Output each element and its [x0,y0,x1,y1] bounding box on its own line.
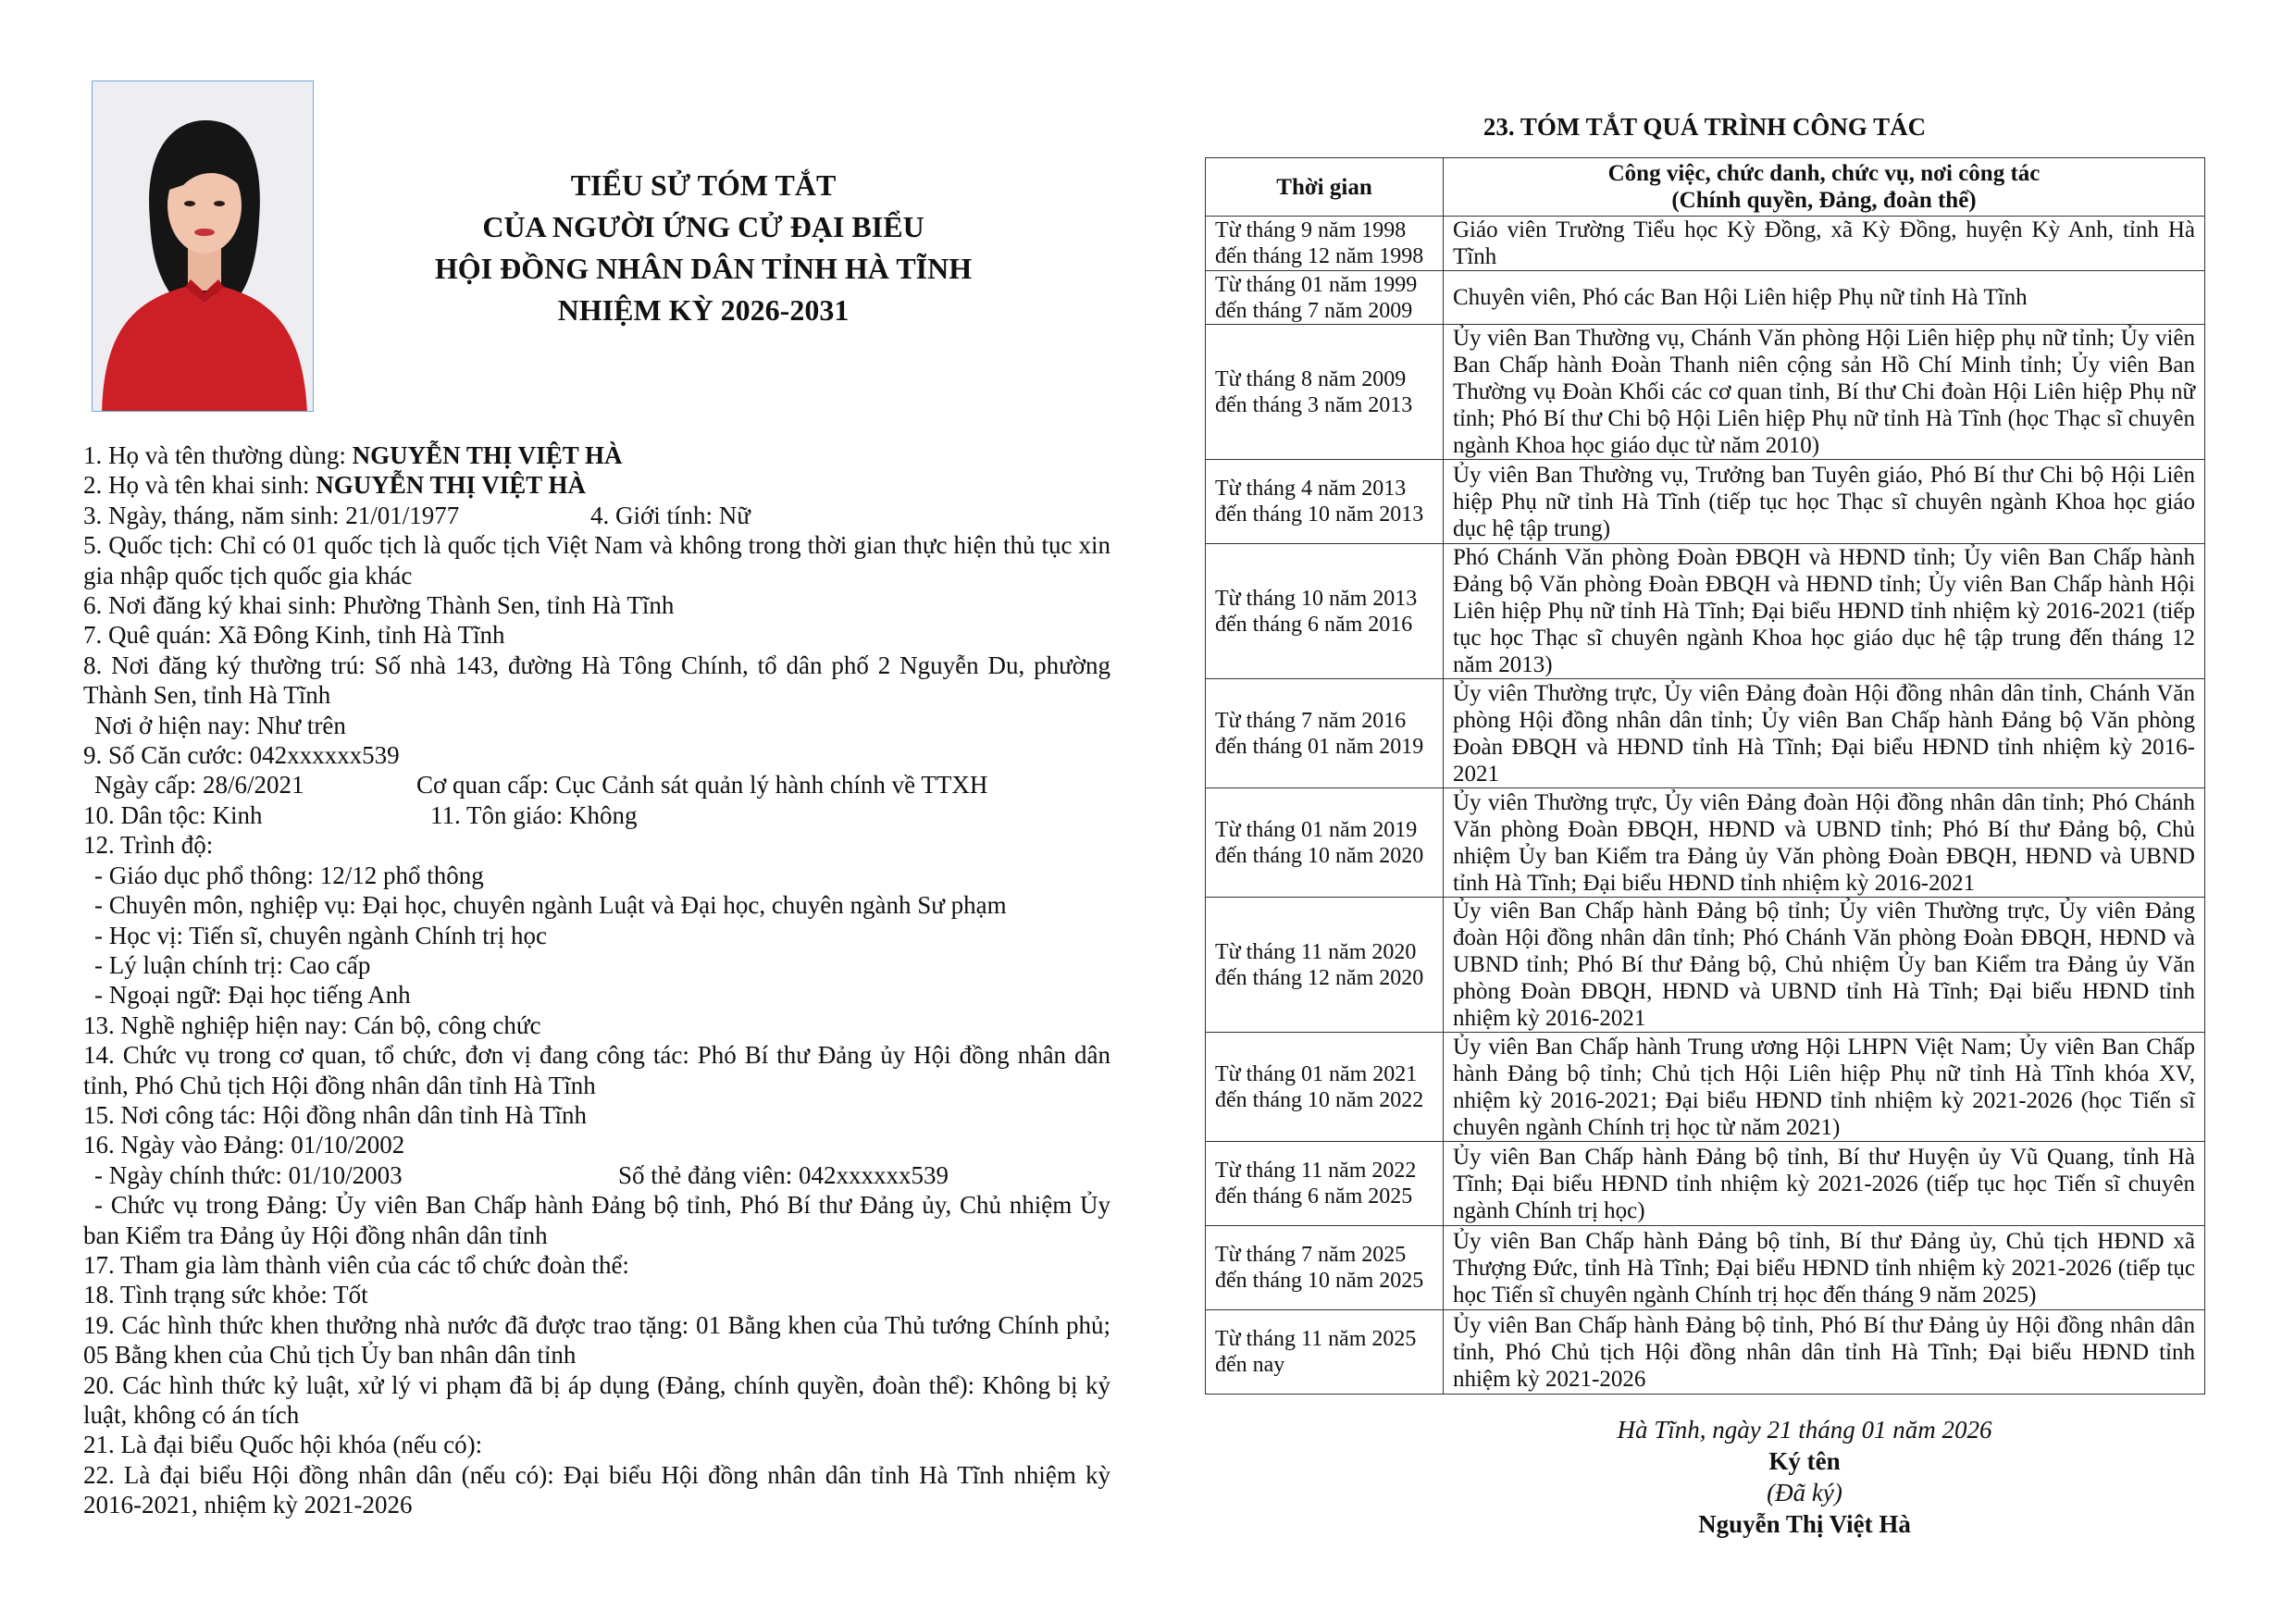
career-row-time [1206,1142,1444,1226]
career-row-description: Ủy viên Ban Chấp hành Trung ương Hội LHPN Việt Nam; Ủy viên Ban Chấp hành Đảng bộ tỉnh; Chủ tịch Hội Liên hiệp Phụ nữ tỉnh Hà Tĩnh khóa XV, nhiệm kỳ 2016-2021; Đại biểu HĐND tỉnh nhiệm kỳ 2021-2026 (học Tiến sĩ chuyên ngành Chính trị học từ năm 2021) [1444,1033,2205,1142]
career-row-description: Ủy viên Thường trực, Ủy viên Đảng đoàn Hội đồng nhân dân tỉnh, Chánh Văn phòng Hội đồng nhân dân tỉnh; Ủy viên Ban Chấp hành Đảng bộ Văn phòng Đoàn ĐBQH và HĐND tỉnh Hà Tĩnh; Đại biểu HĐND tỉnh nhiệm kỳ 2016-2021 [1444,679,2205,788]
career-row [1206,679,2205,788]
career-row [1206,1142,2205,1226]
field-permanent-residence: 8. Nơi đăng ký thường trú: Số nhà 143, đường Hà Tông Chính, tổ dân phố 2 Nguyễn Du, phường Thành Sen, tỉnh Hà Tĩnh [83,651,1110,710]
field-hometown: 7. Quê quán: Xã Đông Kinh, tỉnh Hà Tĩnh [83,621,505,650]
career-row-to: đến tháng 01 năm 2019 [1215,734,1424,759]
portrait-photo [92,81,314,412]
career-row-time [1206,898,1444,1033]
career-row-description: Giáo viên Trường Tiểu học Kỳ Đồng, xã Kỳ Đồng, huyện Kỳ Anh, tỉnh Hà Tĩnh [1444,217,2205,271]
career-row-description: Ủy viên Ban Thường vụ, Trưởng ban Tuyên giáo, Phó Bí thư Chi bộ Hội Liên hiệp Phụ nữ tỉnh Hà Tĩnh (tiếp tục học Thạc sĩ chuyên ngành Khoa học giáo dục hệ tập trung) [1444,460,2205,544]
field-discipline: 20. Các hình thức kỷ luật, xử lý vi phạm đã bị áp dụng (Đảng, chính quyền, đoàn thể): Không bị kỷ luật, không có án tích [83,1370,1110,1429]
career-row-description: Ủy viên Ban Chấp hành Đảng bộ tỉnh; Ủy viên Thường trực, Ủy viên Đảng đoàn Hội đồng nhân dân tỉnh; Phó Chánh Văn phòng Đoàn ĐBQH, HĐND và UBND tỉnh; Phó Bí thư Đảng bộ, Chủ nhiệm Ủy ban Kiểm tra Đảng ủy Văn phòng Đoàn ĐBQH, HĐND và UBND tỉnh Hà Tĩnh; Đại biểu HĐND tỉnh nhiệm kỳ 2016-2021 [1444,898,2205,1033]
career-row [1206,1226,2205,1310]
title-line-1: TIỂU SỬ TÓM TẮT [570,168,837,202]
career-row-to: đến tháng 12 năm 2020 [1215,965,1424,990]
career-table-header [1206,158,2205,217]
career-row-to: đến tháng 3 năm 2013 [1215,392,1413,417]
field-birth-name: 2. Họ và tên khai sinh: NGUYỄN THỊ VIỆT HÀ [83,471,587,500]
field-political-theory: - Lý luận chính trị: Cao cấp [94,950,371,979]
career-row-from: Từ tháng 8 năm 2009 [1215,366,1407,391]
career-row-time [1206,325,1444,460]
career-row-time [1206,271,1444,325]
career-row-from: Từ tháng 7 năm 2016 [1215,708,1407,733]
career-row-from: Từ tháng 4 năm 2013 [1215,477,1407,501]
career-row-time [1206,217,1444,271]
title-line-3: HỘI ĐỒNG NHÂN DÂN TỈNH HÀ TĨNH [434,252,973,285]
career-row [1206,271,2205,325]
career-row [1206,544,2205,679]
field-party-card: Số thẻ đảng viên: 042xxxxxx539 [618,1160,949,1189]
biography-section [83,440,1110,1520]
field-health: 18. Tình trạng sức khỏe: Tốt [83,1281,368,1309]
field-id-issue [83,770,1110,800]
field-national-assembly: 21. Là đại biểu Quốc hội khóa (nếu có): [83,1431,483,1459]
career-row-description: Ủy viên Thường trực, Ủy viên Đảng đoàn Hội đồng nhân dân tỉnh; Phó Chánh Văn phòng Đoàn ĐBQH, HĐND và UBND tỉnh; Phó Bí thư Đảng bộ, Chủ nhiệm Ủy ban Kiểm tra Đảng ủy Văn phòng Đoàn ĐBQH, HĐND và UBND tỉnh Hà Tĩnh; Đại biểu HĐND tỉnh nhiệm kỳ 2016-2021 [1444,788,2205,898]
field-current-residence: Nơi ở hiện nay: Như trên [94,711,346,739]
field-dob: 3. Ngày, tháng, năm sinh: 21/01/1977 [83,501,460,529]
career-table [1205,157,2205,1395]
field-id-number: 9. Số Căn cước: 042xxxxxx539 [83,741,400,770]
field-religion: 11. Tôn giáo: Không [430,800,638,829]
field-position: 14. Chức vụ trong cơ quan, tổ chức, đơn vị đang công tác: Phó Bí thư Đảng ủy Hội đồng nhân dân tỉnh, Phó Chủ tịch Hội đồng nhân dân tỉnh Hà Tĩnh [83,1041,1110,1099]
career-row-from: Từ tháng 9 năm 1998 [1215,218,1407,242]
career-row-to: đến tháng 7 năm 2009 [1215,298,1413,323]
portrait-illustration [93,81,314,412]
field-birth-registration: 6. Nơi đăng ký khai sinh: Phường Thành Sen, tỉnh Hà Tĩnh [83,591,675,620]
field-workplace: 15. Nơi công tác: Hội đồng nhân dân tỉnh Hà Tĩnh [83,1100,587,1129]
career-row-to: đến tháng 6 năm 2025 [1215,1184,1413,1209]
field-occupation: 13. Nghề nghiệp hiện nay: Cán bộ, công chức [83,1010,541,1039]
career-row-time [1206,1310,1444,1395]
signature-date: Hà Tĩnh, ngày 21 tháng 01 năm 2026 [1617,1416,1992,1444]
career-row-description: Phó Chánh Văn phòng Đoàn ĐBQH và HĐND tỉnh; Ủy viên Ban Chấp hành Đảng bộ Văn phòng Đoàn ĐBQH và HĐND tỉnh; Ủy viên Ban Chấp hành Hội Liên hiệp Phụ nữ tỉnh Hà Tĩnh; Đại biểu HĐND tỉnh nhiệm kỳ 2016-2021 (tiếp tục học Thạc sĩ chuyên ngành Khoa học giáo dục hệ tập trung đến tháng 12 năm 2013) [1444,544,2205,679]
career-row [1206,788,2205,898]
field-foreign-language: - Ngoại ngữ: Đại học tiếng Anh [94,981,411,1010]
career-row-description: Chuyên viên, Phó các Ban Hội Liên hiệp Phụ nữ tỉnh Hà Tĩnh [1444,271,2205,325]
career-row-description: Ủy viên Ban Thường vụ, Chánh Văn phòng Hội Liên hiệp phụ nữ tỉnh; Ủy viên Ban Chấp hành Đoàn Thanh niên cộng sản Hồ Chí Minh tỉnh; Ủy viên Ban Thường vụ Đoàn Khối các cơ quan tỉnh, Bí thư Chi đoàn Hội Liên hiệp Phụ nữ tỉnh; Phó Bí thư Chi bộ Hội Liên hiệp Phụ nữ tỉnh Hà Tĩnh (học Thạc sĩ chuyên ngành Khoa học giáo dục từ năm 2010) [1444,325,2205,460]
field-gender: 4. Giới tính: Nữ [590,501,751,529]
career-row-time [1206,1033,1444,1142]
field-dob-gender [83,501,1110,530]
field-party-position: - Chức vụ trong Đảng: Ủy viên Ban Chấp hành Đảng bộ tỉnh, Phó Bí thư Đảng ủy, Chủ nhiệm Ủy ban Kiểm tra Đảng ủy Hội đồng nhân dân tỉnh [83,1191,1110,1249]
career-row [1206,1310,2205,1395]
title-line-4: NHIỆM KỲ 2026-2031 [557,293,850,327]
career-row-to: đến tháng 10 năm 2020 [1215,843,1424,868]
career-table-body [1206,217,2205,1395]
field-degree: - Học vị: Tiến sĩ, chuyên ngành Chính trị học [94,921,547,949]
career-row [1206,460,2205,544]
field-council-delegate: 22. Là đại biểu Hội đồng nhân dân (nếu có): Đại biểu Hội đồng nhân dân tỉnh Hà Tĩnh nhiệm kỳ 2016-2021, nhiệm kỳ 2021-2026 [83,1460,1110,1519]
career-row-time [1206,460,1444,544]
career-row-from: Từ tháng 11 năm 2022 [1215,1159,1417,1183]
field-ethnicity-religion [83,800,1110,830]
field-ethnicity: 10. Dân tộc: Kinh [83,800,263,829]
career-row-from: Từ tháng 01 năm 1999 [1215,272,1418,297]
field-id-issue-agency: Cơ quan cấp: Cục Cảnh sát quản lý hành chính về TTXH [416,771,988,800]
career-row-from: Từ tháng 7 năm 2025 [1215,1243,1407,1267]
career-row-from: Từ tháng 11 năm 2025 [1215,1327,1417,1351]
career-row-description: Ủy viên Ban Chấp hành Đảng bộ tỉnh, Bí thư Đảng ủy, Chủ tịch HĐND xã Thượng Đức, tỉnh Hà Tĩnh; Đại biểu HĐND tỉnh nhiệm kỳ 2021-2026 (tiếp tục học Tiến sĩ chuyên ngành Chính trị học đến tháng 9 năm 2025) [1444,1226,2205,1310]
career-row-time [1206,1226,1444,1310]
career-row [1206,217,2205,271]
career-row-description: Ủy viên Ban Chấp hành Đảng bộ tỉnh, Bí thư Huyện ủy Vũ Quang, tỉnh Hà Tĩnh; Đại biểu HĐND tỉnh nhiệm kỳ 2021-2026 (tiếp tục học Tiến sĩ chuyên ngành Chính trị học) [1444,1142,2205,1226]
career-row [1206,1033,2205,1142]
signature-status: (Đã ký) [1767,1479,1842,1506]
field-awards: 19. Các hình thức khen thưởng nhà nước đã được trao tặng: 01 Bằng khen của Thủ tướng Chính phủ; 05 Bằng khen của Chủ tịch Ủy ban nhân dân tỉnh [83,1310,1110,1370]
signature-block [1573,1414,2295,1540]
signature-name: Nguyễn Thị Việt Hà [1698,1510,1911,1538]
career-row-from: Từ tháng 11 năm 2020 [1215,939,1417,964]
career-row-description: Ủy viên Ban Chấp hành Đảng bộ tỉnh, Phó Bí thư Đảng ủy Hội đồng nhân dân tỉnh, Phó Chủ tịch Hội đồng nhân dân tỉnh Hà Tĩnh; Đại biểu HĐND tỉnh nhiệm kỳ 2021-2026 [1444,1310,2205,1395]
career-row [1206,325,2205,460]
field-general-education: - Giáo dục phổ thông: 12/12 phổ thông [94,861,484,889]
field-id-issue-date: Ngày cấp: 28/6/2021 [94,771,304,800]
field-party-official-date: - Ngày chính thức: 01/10/2003 [94,1160,403,1189]
field-organizations: 17. Tham gia làm thành viên của các tổ chức đoàn thể: [83,1250,629,1279]
career-row-to: đến tháng 6 năm 2016 [1215,612,1413,637]
career-row [1206,898,2205,1033]
career-row-time [1206,544,1444,679]
career-row-to: đến nay [1215,1353,1285,1377]
career-row-to: đến tháng 12 năm 1998 [1215,244,1424,268]
field-professional: - Chuyên môn, nghiệp vụ: Đại học, chuyên ngành Luật và Đại học, chuyên ngành Sư phạm [94,891,1007,920]
birth-name-value: NGUYỄN THỊ VIỆT HÀ [316,471,587,500]
column-header-work: Công việc, chức danh, chức vụ, nơi công tác (Chính quyền, Đảng, đoàn thể) [1444,158,2205,217]
career-row-to: đến tháng 10 năm 2013 [1215,502,1424,527]
career-row-from: Từ tháng 01 năm 2021 [1215,1061,1418,1086]
title-line-2: CỦA NGƯỜI ỨNG CỬ ĐẠI BIỂU [482,210,924,243]
signature-label: Ký tên [1768,1447,1841,1475]
career-row-from: Từ tháng 01 năm 2019 [1215,817,1418,842]
career-row-to: đến tháng 10 năm 2025 [1215,1269,1424,1293]
common-name-value: NGUYỄN THỊ VIỆT HÀ [352,441,623,469]
career-row-time [1206,788,1444,898]
field-common-name: 1. Họ và tên thường dùng: NGUYỄN THỊ VIỆT HÀ [83,441,623,469]
field-education: 12. Trình độ: [83,831,214,860]
field-nationality: 5. Quốc tịch: Chỉ có 01 quốc tịch là quốc tịch Việt Nam và không trong thời gian thực hiện thủ tục xin gia nhập quốc tịch quốc gia khác [83,531,1110,589]
field-party-official [83,1160,1110,1190]
column-header-time: Thời gian [1206,158,1444,217]
career-row-to: đến tháng 10 năm 2022 [1215,1087,1424,1112]
field-party-join-date: 16. Ngày vào Đảng: 01/10/2002 [83,1131,405,1159]
career-row-from: Từ tháng 10 năm 2013 [1215,586,1418,611]
document-title [352,165,1055,331]
career-row-time [1206,679,1444,788]
career-section-title: 23. TÓM TẮT QUÁ TRÌNH CÔNG TÁC [1482,113,1927,141]
